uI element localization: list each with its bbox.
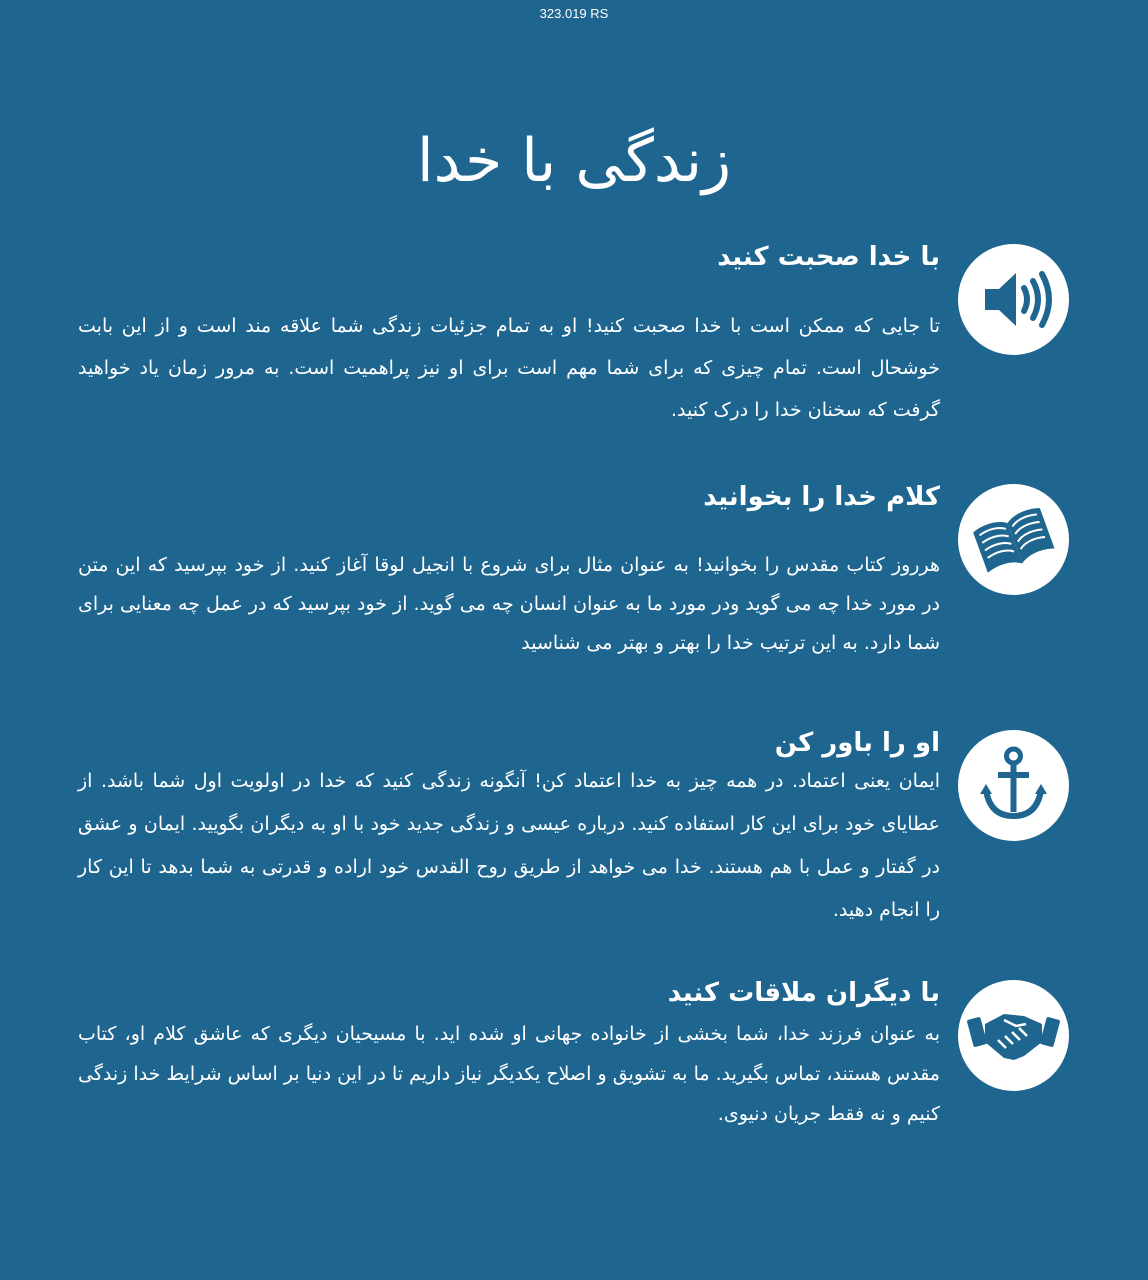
speaker-icon-badge [958, 244, 1069, 355]
section-believe-him [0, 726, 1148, 926]
anchor-icon [958, 730, 1069, 841]
speaker-icon [958, 244, 1069, 355]
section-read-gods-word [0, 480, 1148, 670]
open-book-icon-badge [958, 484, 1069, 595]
section-title: با خدا صحبت کنید [717, 242, 940, 272]
anchor-icon-badge [958, 730, 1069, 841]
section-talk-with-god [0, 240, 1148, 430]
section-body: هرروز کتاب مقدس را بخوانید! به عنوان مثال برای شروع با انجیل لوقا آغاز کنید. از خود بپرسید که این متن در مورد خدا چه می گوید ودر مورد ما به عنوان انسان چه می گوید. از خود بپرسید که در عمل چه معنایی برای شما دارد. به این ترتیب خدا را بهتر و بهتر می شناسید [78, 554, 940, 654]
section-body: ایمان یعنی اعتماد. در همه چیز به خدا اعتماد کن! آنگونه زندگی کنید که خدا در اولویت اول شما باشد. از عطایای خود برای این کار استفاده کنید. درباره عیسی و زندگی جدید خود با او به دیگران بگویید. ایمان و عشق در گفتار و عمل با هم هستند. خدا می خواهد از طریق روح القدس خود اراده و قدرتی به شما بدهد تا این کار را انجام دهید. [78, 770, 940, 921]
page-title: زندگی با خدا [416, 126, 732, 196]
section-meet-others [0, 976, 1148, 1146]
section-title: کلام خدا را بخوانید [703, 482, 940, 512]
handshake-icon [958, 980, 1069, 1091]
document-code: 323.019 RS [539, 6, 609, 21]
section-body: تا جایی که ممکن است با خدا صحبت کنید! او به تمام جزئیات زندگی شما علاقه مند است و از این بابت خوشحال است. تمام چیزی که برای شما مهم است برای او نیز پراهمیت است. به مرور زمان یاد خواهید گرفت که سخنان خدا را درک کنید. [78, 315, 940, 421]
handshake-icon-badge [958, 980, 1069, 1091]
section-title: او را باور کن [774, 728, 940, 758]
section-body: به عنوان فرزند خدا، شما بخشی از خانواده جهانی او شده اید. با مسیحیان دیگری که عاشق کلام او، کتاب مقدس هستند، تماس بگیرید. ما به تشویق و اصلاح یکدیگر نیاز داریم تا در این دنیا بر اساس شرایط خدا زندگی کنیم و نه فقط جریان دنیوی. [78, 1023, 940, 1125]
section-title: با دیگران ملاقات کنید [667, 978, 940, 1008]
open-book-icon [958, 484, 1069, 595]
